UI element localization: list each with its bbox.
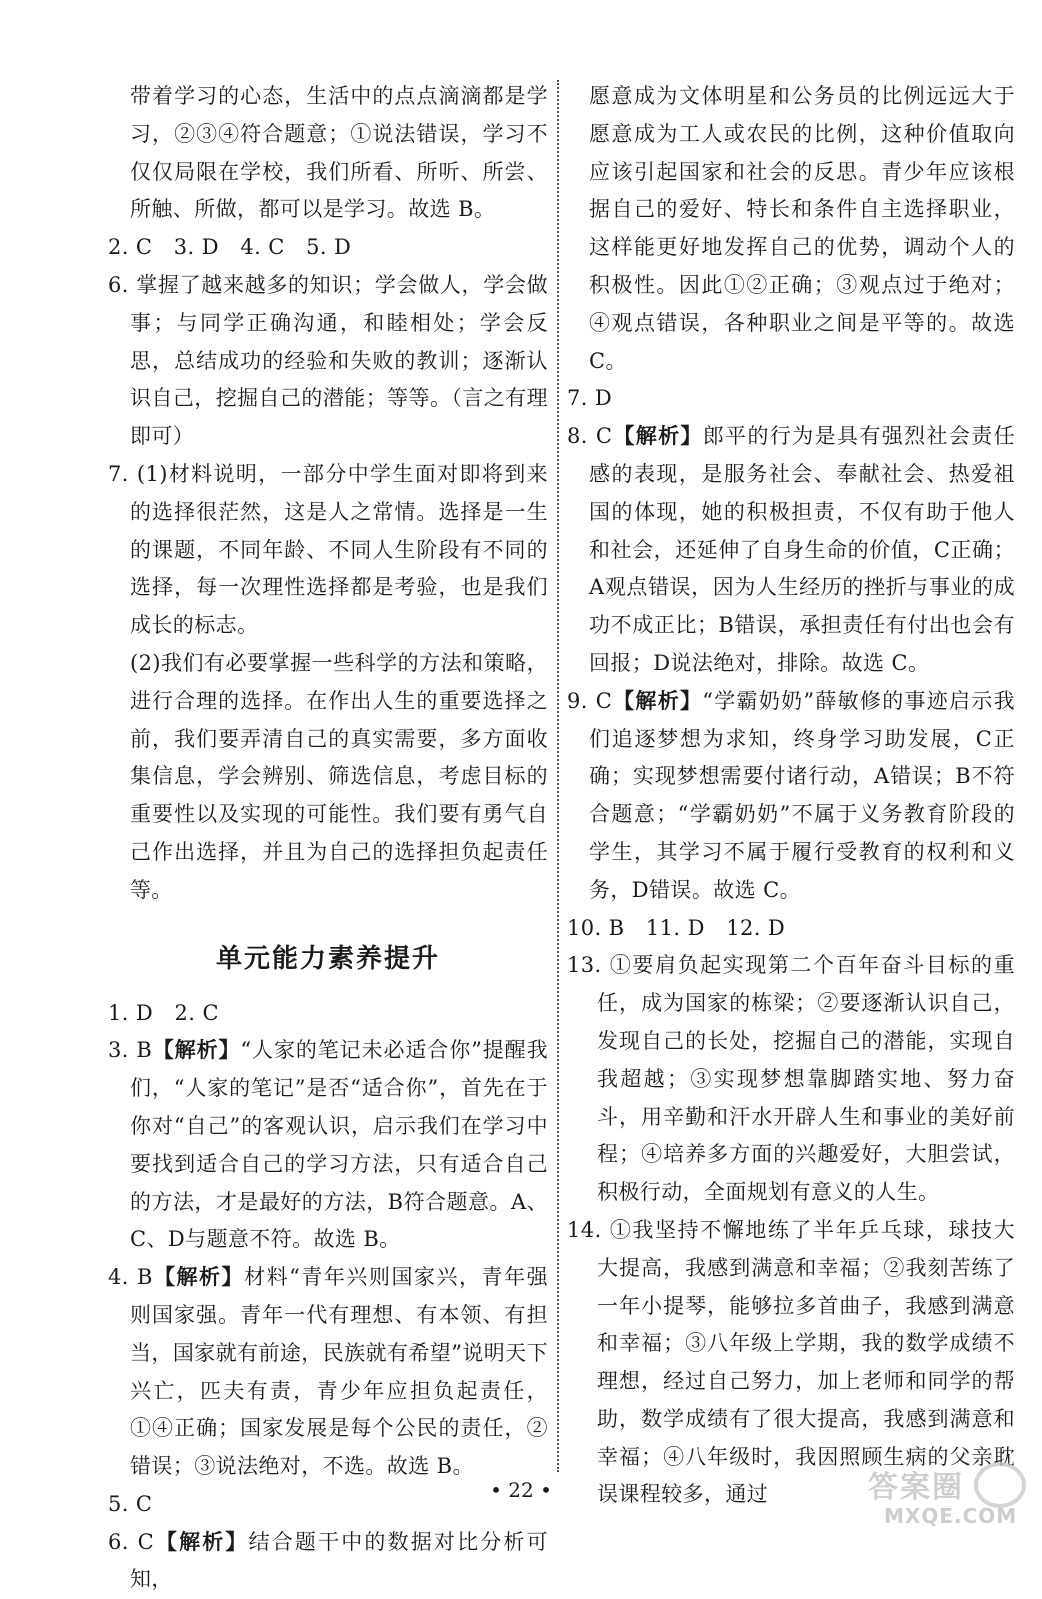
watermark-circle-icon (974, 1462, 1026, 1508)
answer-8 (567, 418, 1015, 683)
analysis-tag: 【解析】 (152, 1265, 245, 1290)
analysis-text: 材料“青年兴则国家兴，青年强则国家强。青年一代有理想、有本领、有担当，国家就有前途，民族就有希望”说明天下兴亡，匹夫有责，青少年应担负起责任，①④正确；国家发展是每个公民的责任，②错误；③说法绝对，不选。故选 B。 (130, 1265, 548, 1479)
section-title: 单元能力素养提升 (215, 943, 440, 974)
answer-number: 4. B (108, 1265, 153, 1290)
analysis-tag: 【解析】 (612, 688, 703, 713)
answer-number: 8. C (567, 424, 613, 449)
analysis-text: “人家的笔记未必适合你”提醒我们，“人家的笔记”是否“适合你”，首先在于你对“自己”的客观认识，启示我们在学习中要找到适合自己的学习方法，只有适合自己的方法，才是最好的方法，B符合题意。A、C、D与题意不符。故选 B。 (130, 1038, 548, 1252)
answer-7-part-2: (2)我们有必要掌握一些科学的方法和策略，进行合理的选择。在作出人生的重要选择之前，我们要弄清自己的真实需要，多方面收集信息，学会辨别、筛选信息，考虑目标的重要性以及实现的可能性。我们要有勇气自己作出选择，并且为自己的选择担负起责任等。 (130, 650, 548, 902)
answer-number: 3. B (108, 1038, 153, 1063)
watermark-domain: MXQE.COM (884, 1504, 1018, 1528)
answer-13: 13. ①要肩负起实现第二个百年奋斗目标的重任，成为国家的栋梁；②要逐渐认识自己，发现自己的长处，挖掘自己的潜能，实现自我超越；③实现梦想靠脚踏实地、努力奋斗，用辛勤和汗水开辟人生和事业的美好前程；④培养多方面的兴趣爱好，大胆尝试，积极行动，全面规划有意义的人生。 (567, 953, 1015, 1205)
answer-6: 6. 掌握了越来越多的知识；学会做人，学会做事；与同学正确沟通，和睦相处；学会反思，总结成功的经验和失败的教训；逐渐认识自己，挖掘自己的潜能；等等。（言之有理即可） (108, 272, 548, 449)
analysis-tag: 【解析】 (612, 424, 703, 449)
watermark-logo (862, 1462, 1034, 1532)
answer-14: 14. ①我坚持不懈地练了半年乒乓球，球技大大提高，我感到满意和幸福；②我刻苦练了一年小提琴，能够拉多首曲子，我感到满意和幸福；③八年级上学期，我的数学成绩不理想，经过自己努力，加上老师和同学的帮助，数学成绩有了很大提高，我感到满意和幸福；④八年级时，我因照顾生病的父亲耽误课程较多，通过 (567, 1217, 1015, 1507)
answer-3 (108, 1032, 548, 1259)
answer-7-part-1: 7. (1)材料说明，一部分中学生面对即将到来的选择很茫然，这是人之常情。选择是一生的课题，不同年龄、不同人生阶段有不同的选择，每一次理性选择都是考验，也是我们成长的标志。 (108, 461, 548, 638)
right-column (567, 78, 1015, 1514)
answer-list-1-2: 1. D 2. C (108, 1000, 219, 1025)
answer-list-10-12: 10. B 11. D 12. D (567, 915, 786, 940)
page-number: • 22 • (490, 1478, 552, 1502)
answer-continuation-paragraph: 带着学习的心态，生活中的点点滴滴都是学习，②③④符合题意；①说法错误，学习不仅仅局限在学校，我们所看、所听、所尝、所触、所做，都可以是学习。故选 B。 (130, 84, 548, 222)
analysis-tag: 【解析】 (152, 1038, 241, 1063)
analysis-text: “学霸奶奶”薛敏修的事迹启示我们追逐梦想为求知，终身学习助发展，C正确；实现梦想需要付诸行动，A错误；B不符合题意；“学霸奶奶”不属于义务教育阶段的学生，其学习不属于履行受教育的权利和义务，D错误。故选 C。 (589, 688, 1015, 902)
watermark-title: 答案圈 (868, 1470, 964, 1505)
answer-9 (567, 683, 1015, 910)
analysis-text: 郎平的行为是具有强烈社会责任感的表现，是服务社会、奉献社会、热爱祖国的体现，她的积极担责，不仅有助于他人和社会，还延伸了自身生命的价值，C正确；A观点错误，因为人生经历的挫折与事业的成功不成正比；B错误，承担责任有付出也会有回报；D说法绝对，排除。故选 C。 (589, 424, 1015, 675)
left-column (108, 78, 548, 1599)
analysis-text: 结合题干中的数据对比分析可知， (130, 1529, 548, 1592)
answer-4 (108, 1259, 548, 1486)
answer-6-continuation: 愿意成为文体明星和公务员的比例远远大于愿意成为工人或农民的比例，这种价值取向应该引起国家和社会的反思。青少年应该根据自己的爱好、特长和条件自主选择职业，这样能更好地发挥自己的优势，调动个人的积极性。因此①②正确；③观点过于绝对；④观点错误，各种职业之间是平等的。故选 C。 (589, 84, 1015, 373)
answer-number: 6. C (108, 1529, 155, 1554)
answer-5: 5. C (108, 1491, 153, 1516)
answer-list-2-5: 2. C 3. D 4. C 5. D (108, 235, 352, 260)
analysis-tag: 【解析】 (154, 1529, 249, 1554)
answer-number: 9. C (567, 688, 613, 713)
column-divider (557, 80, 559, 1472)
answer-7: 7. D (567, 386, 613, 411)
answer-6-analysis (108, 1524, 548, 1599)
